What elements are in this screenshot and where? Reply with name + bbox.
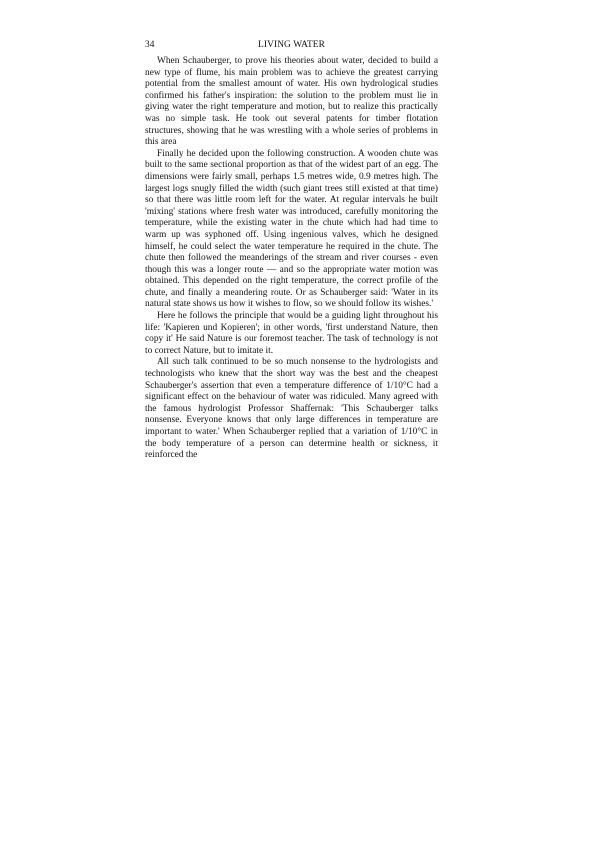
paragraph: All such talk continued to be so much nonsense to the hydrologists and technologists who knew that the short way was the best and the cheapest Schauberger's assertion that even a temperature difference of 1/10°C had a significant effect on the behaviour of water was ridiculed. Many agreed with the famous hydrologist Professor Shaffernak: 'This Schauberger talks nonsense. Everyone knows that only large differences in temperature are important to water.' When Schauberger replied that a variation of 1/10°C in the body temperature of a person can determine health or sickness, it reinforced the: [145, 357, 438, 461]
running-head: [145, 38, 438, 52]
running-title: LIVING WATER: [258, 40, 325, 50]
page-number: 34: [145, 40, 155, 50]
body-text: [145, 56, 438, 462]
paragraph: Here he follows the principle that would be a guiding light throughout his life: 'Kapieren und Kopieren'; in other words, 'first understand Nature, then copy it' He said Nature is our foremost teacher. The task of technology is not to correct Nature, but to imitate it.: [145, 311, 438, 356]
paragraph: When Schauberger, to prove his theories about water, decided to build a new type of flume, his main problem was to achieve the greatest carrying potential from the smallest amount of water. His own hydrological studies confirmed his father's inspiration: the solution to the problem must lie in giving water the right temperature and motion, but to realize this practically was no simple task. He took out several patents for timber flotation structures, showing that he was wrestling with a whole series of problems in this area: [145, 56, 438, 148]
paragraph: Finally he decided upon the following construction. A wooden chute was built to the same sectional proportion as that of the widest part of an egg. The dimensions were fairly small, perhaps 1.5 metres wide, 0.9 metres high. The largest logs snugly filled the width (such giant trees still existed at that time) so that there was little room left for the water. At regular intervals he built 'mixing' stations where fresh water was introduced, carefully monitoring the temperature, while the existing water in the chute which had had time to warm up was syphoned off. Using ingenious valves, which he designed himself, he could select the water temperature he required in the chute. The chute then followed the meanderings of the stream and river courses - even though this was a longer route — and so the appropriate water motion was obtained. This depended on the right temperature, the correct profile of the chute, and finally a meandering route. Or as Schauberger said: 'Water in its natural state shows us how it wishes to flow, so we should follow its wishes.': [145, 148, 438, 310]
